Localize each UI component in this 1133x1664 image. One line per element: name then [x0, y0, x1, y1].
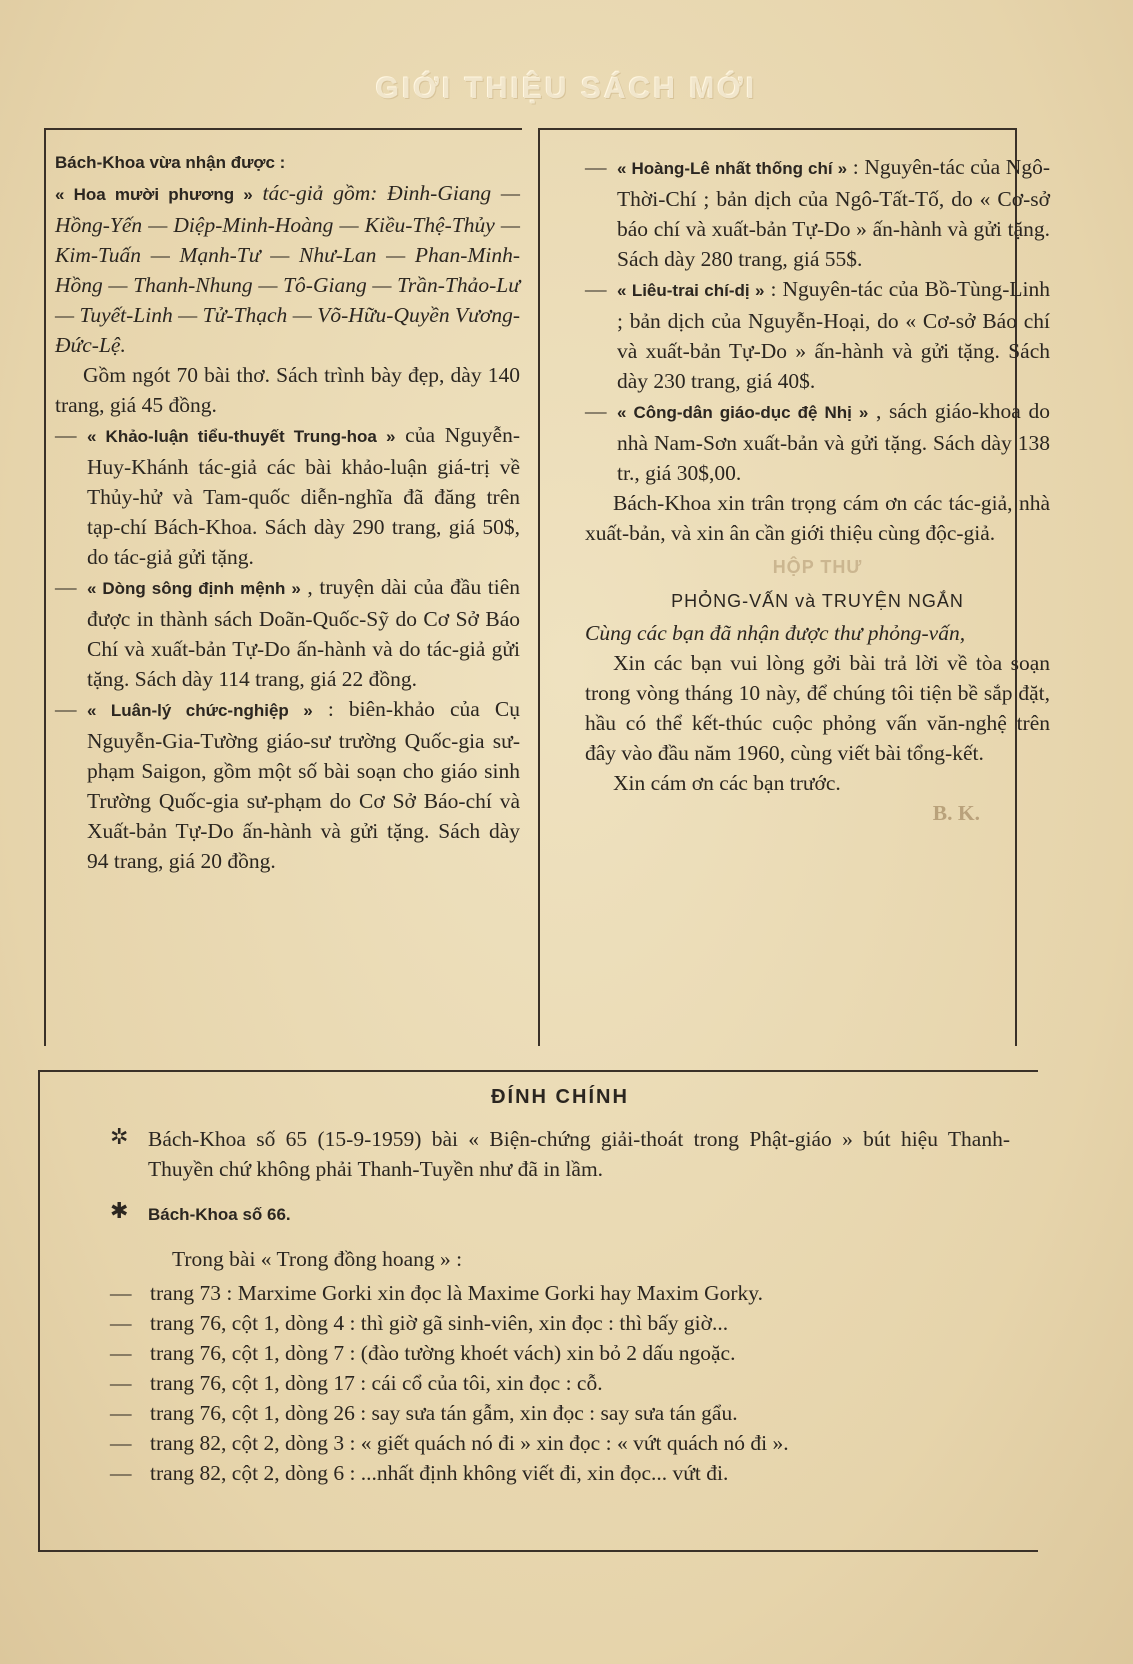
intro-text: Bách-Khoa vừa nhận được : — [55, 153, 286, 172]
book-entry: — « Công-dân giáo-dục đệ Nhị » , sách giáo-khoa do nhà Nam-Sơn xuất-bản và gửi tặng. Sách dày 138 tr., giá 30$,00. — [585, 399, 1051, 485]
book-title: « Khảo-luận tiểu-thuyết Trung-hoa » — [87, 427, 396, 446]
mailbox-lead: Cùng các bạn đã nhận được thư phỏng-vấn, — [585, 621, 966, 645]
fix-item: — trang 76, cột 1, dòng 26 : say sưa tán gẫm, xin đọc : say sưa tán gẩu. — [110, 1401, 738, 1425]
star-icon: ✲ — [110, 1124, 129, 1149]
page-title: GIỚI THIỆU SÁCH MỚI — [375, 72, 758, 105]
fix-item: — trang 76, cột 1, dòng 17 : cái cổ của tôi, xin đọc : cỗ. — [110, 1371, 603, 1395]
book-entry: — « Hoàng-Lê nhất thống chí » : Nguyên-tác của Ngô-Thời-Chí ; bản dịch của Ngô-Tất-Tố, do « Cơ-sở báo chí và xuất-bản Tự-Do » ấn-hành và gửi tặng. Sách dày 280 trang, giá 55$. — [585, 155, 1050, 271]
book-description: , truyện dài của đầu tiên được in thành sách Doãn-Quốc-Sỹ do Cơ Sở Báo Chí và xuất-bản Tự-Do ấn-hành và do tác-giả gửi tặng. Sách dày 114 trang, giá 22 đồng. — [87, 575, 521, 691]
fix-item: — trang 76, cột 1, dòng 7 : (đào tường khoét vách) xin bỏ 2 dấu ngoặc. — [110, 1341, 736, 1365]
fix-item: — trang 82, cột 2, dòng 3 : « giết quách nó đi » xin đọc : « vứt quách nó đi ». — [110, 1431, 789, 1455]
book-description: : Nguyên-tác của Ngô-Thời-Chí ; bản dịch của Ngô-Tất-Tố, do « Cơ-sở báo chí và xuất-bản Tự-Do » ấn-hành và gửi tặng. Sách dày 280 trang, giá 55$. — [617, 155, 1050, 271]
erratum-bottom-rule — [38, 1550, 1038, 1552]
mailbox-body: Xin các bạn vui lòng gởi bài trả lời về tòa soạn trong vòng tháng 10 này, để chúng tôi tiện bề sắp đặt, hầu có thể kết-thúc cuộc phỏng vấn văn-nghệ trên đây vào đầu năm 1960, cùng viết bài tổng-kết. — [585, 651, 1050, 765]
erratum-item — [110, 1124, 1010, 1184]
book-title: « Luân-lý chức-nghiệp » — [87, 701, 313, 720]
erratum-left-border — [38, 1070, 40, 1550]
erratum-text: Bách-Khoa số 66. — [148, 1205, 291, 1224]
book-title: « Dòng sông định mệnh » — [87, 579, 301, 598]
book-title: « Hoa mười phương » — [55, 185, 253, 204]
erratum-item — [110, 1198, 1010, 1230]
book-description: : biên-khảo của Cụ Nguyễn-Gia-Tường giáo-sư trường Quốc-gia sư-phạm Saigon, gồm một số bài soạn cho giáo sinh Trường Quốc-gia sư-phạm do Cơ Sở Báo-chí và Xuất-bản Tự-Do ấn-hành và gửi tặng. Sách dày 94 trang, giá 20 đồng. — [87, 697, 520, 873]
mailbox-close: Xin cám ơn các bạn trước. — [613, 771, 841, 795]
fix-item: — trang 82, cột 2, dòng 6 : ...nhất định không viết đi, xin đọc... vứt đi. — [110, 1461, 729, 1485]
fix-item: — trang 76, cột 1, dòng 4 : thì giờ gã sinh-viên, xin đọc : thì bấy giờ... — [110, 1311, 729, 1335]
erratum-text: Bách-Khoa số 65 (15-9-1959) bài « Biện-chứng giải-thoát trong Phật-giáo » bút hiệu Thanh-Thuyền chứ không phải Thanh-Tuyền như đã in lầm. — [148, 1127, 1010, 1181]
book-authors: tác-giả gồm: Đinh-Giang — Hồng-Yến — Diệp-Minh-Hoàng — Kiều-Thệ-Thủy — Kim-Tuấn — Mạnh-Tư — Như-Lan — Phan-Minh-Hồng — Thanh-Nhung — Tô-Giang — Trần-Thảo-Lư — Tuyết-Linh — Tử-Thạch — Võ-Hữu-Quyền Vương-Đức-Lệ. — [55, 181, 520, 357]
erratum-title: ĐÍNH CHÍNH — [491, 1086, 629, 1108]
column-divider — [538, 128, 540, 1046]
book-description: của Nguyễn-Huy-Khánh tác-giả các bài khảo-luận giá-trị về Thủy-hử và Tam-quốc diễn-nghĩa đã đăng trên tạp-chí Bách-Khoa. Sách dày 290 trang, giá 50$, do tác-giả gửi tặng. — [87, 423, 520, 569]
top-rule-left — [44, 128, 522, 130]
thanks-note: Bách-Khoa xin trân trọng cám ơn các tác-giả, nhà xuất-bản, và xin ân cần giới thiệu cùng độc-giả. — [585, 491, 1050, 545]
book-entry: — « Liêu-trai chí-dị » : Nguyên-tác của Bồ-Tùng-Linh ; bản dịch của Nguyễn-Hoại, do « Cơ-sở Báo chí và xuất-bản Tự-Do » ấn-hành và gửi tặng. Sách dày 230 trang, giá 40$. — [585, 277, 1051, 393]
signature: B. K. — [932, 801, 980, 825]
book-title: « Công-dân giáo-dục đệ Nhị » — [617, 403, 869, 422]
star-icon: ✱ — [110, 1198, 129, 1223]
mailbox-heading: HỘP THƯ — [772, 557, 863, 577]
fix-item: — trang 73 : Marxime Gorki xin đọc là Maxime Gorki hay Maxim Gorky. — [110, 1281, 764, 1305]
book-entry — [55, 178, 520, 420]
book-title: « Hoàng-Lê nhất thống chí » — [617, 159, 848, 178]
book-entry: — « Dòng sông định mệnh » , truyện dài của đầu tiên được in thành sách Doãn-Quốc-Sỹ do Cơ Sở Báo Chí và xuất-bản Tự-Do ấn-hành và do tác-giả gửi tặng. Sách dày 114 trang, giá 22 đồng. — [55, 575, 521, 691]
bottom-rule — [38, 1070, 1038, 1072]
mailbox-subheading: PHỎNG-VẤN và TRUYỆN NGẮN — [671, 591, 964, 611]
book-description: : Nguyên-tác của Bồ-Tùng-Linh ; bản dịch của Nguyễn-Hoại, do « Cơ-sở Báo chí và xuất-bản Tự-Do » ấn-hành và gửi tặng. Sách dày 230 trang, giá 40$. — [617, 277, 1051, 393]
book-description: Gồm ngót 70 bài thơ. Sách trình bày đẹp, dày 140 trang, giá 45 đồng. — [55, 363, 520, 417]
book-description: , sách giáo-khoa do nhà Nam-Sơn xuất-bản và gửi tặng. Sách dày 138 tr., giá 30$,00. — [617, 399, 1051, 485]
right-column — [585, 152, 1050, 828]
left-column — [55, 146, 520, 876]
left-border — [44, 128, 46, 1046]
intro-line — [55, 146, 520, 178]
fix-intro: Trong bài « Trong đồng hoang » : — [172, 1247, 463, 1271]
top-rule-right — [540, 128, 1016, 130]
erratum-section — [110, 1082, 1010, 1488]
fix-list — [110, 1244, 1010, 1488]
book-entry: — « Khảo-luận tiểu-thuyết Trung-hoa » của Nguyễn-Huy-Khánh tác-giả các bài khảo-luận giá-trị về Thủy-hử và Tam-quốc diễn-nghĩa đã đăng trên tạp-chí Bách-Khoa. Sách dày 290 trang, giá 50$, do tác-giả gửi tặng. — [55, 423, 520, 569]
book-title: « Liêu-trai chí-dị » — [617, 281, 765, 300]
book-entry: — « Luân-lý chức-nghiệp » : biên-khảo của Cụ Nguyễn-Gia-Tường giáo-sư trường Quốc-gia sư-phạm Saigon, gồm một số bài soạn cho giáo sinh Trường Quốc-gia sư-phạm do Cơ Sở Báo-chí và Xuất-bản Tự-Do ấn-hành và gửi tặng. Sách dày 94 trang, giá 20 đồng. — [55, 697, 520, 873]
